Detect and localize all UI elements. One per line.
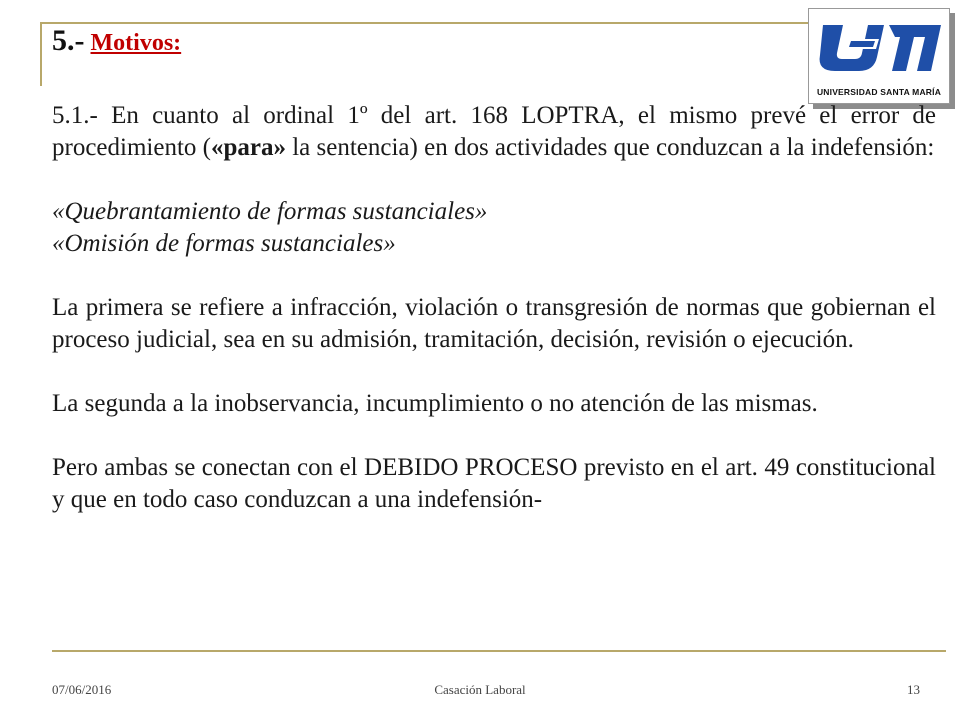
- italic-line-1: «Quebrantamiento de formas sustanciales»: [52, 198, 488, 225]
- slide-body: [52, 100, 936, 516]
- title-number: 5.-: [52, 24, 85, 57]
- paragraph-1-bold: «para»: [210, 134, 286, 161]
- university-logo: [808, 8, 950, 104]
- logo-text: UNIVERSIDAD SANTA MARÍA: [816, 87, 942, 97]
- paragraph-1-text-a: 5.1.- En cuanto al ordinal 1º del art. 168 LOPTRA, el mismo prevé el error de procedimiento (: [52, 102, 936, 161]
- footer-page-number: 13: [907, 682, 920, 697]
- paragraph-1-text-b: la sentencia) en dos actividades que conduzcan a la indefensión:: [285, 134, 935, 161]
- slide-title: [52, 24, 181, 58]
- footer-title: Casación Laboral: [434, 682, 526, 697]
- bottom-rule: [52, 650, 946, 652]
- paragraph-2: La primera se refiere a infracción, violación o transgresión de normas que gobiernan el proceso judicial, sea en su admisión, tramitación, decisión, revisión o ejecución.: [52, 294, 936, 353]
- left-frame-line: [40, 22, 42, 86]
- title-label: Motivos:: [90, 30, 182, 56]
- footer-date: 07/06/2016: [52, 682, 112, 697]
- paragraph-3: La segunda a la inobservancia, incumplimiento o no atención de las mismas.: [52, 390, 818, 417]
- usm-logo-icon: [809, 9, 949, 83]
- paragraph-4: Pero ambas se conectan con el DEBIDO PROCESO previsto en el art. 49 constitucional y que en todo caso conduzcan a una indefensión-: [52, 454, 936, 513]
- italic-line-2: «Omisión de formas sustanciales»: [52, 230, 396, 257]
- paragraph-1: [52, 100, 936, 164]
